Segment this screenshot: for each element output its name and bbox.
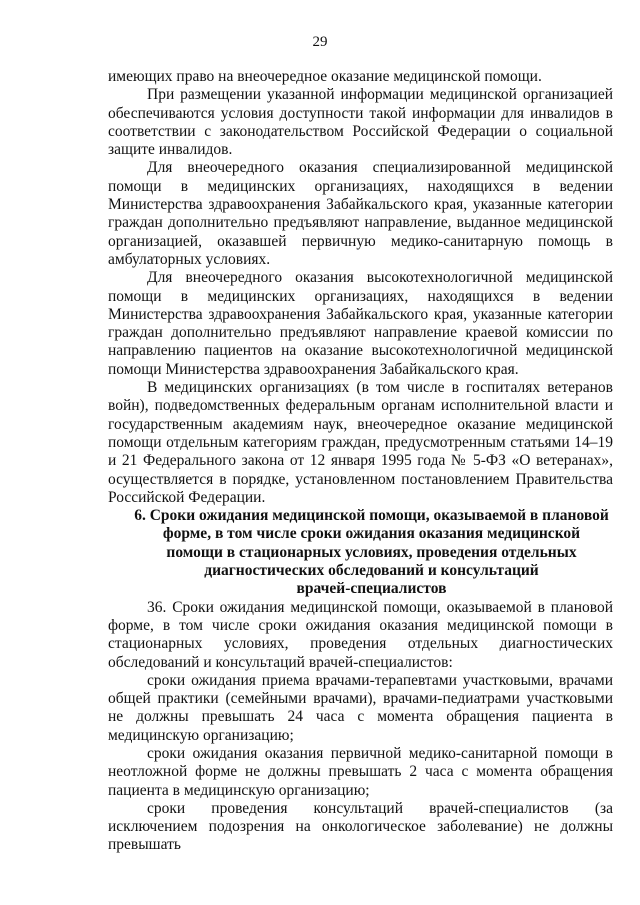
paragraph: сроки ожидания приема врачами-терапевтами участковыми, врачами общей практики (семейными врачами), врачами-педиатрами участковыми не должны превышать 24 часа с момента обращения пациента в медицинскую организацию; [108,671,613,744]
paragraph: сроки ожидания оказания первичной медико-санитарной помощи в неотложной форме не должны превышать 2 часа с момента обращения пациента в медицинскую организацию; [108,744,613,799]
document-body [108,68,613,855]
paragraph: 36. Сроки ожидания медицинской помощи, оказываемой в плановой форме, в том числе сроки ожидания оказания медицинской помощи в стационарных условиях, проведения отдельных диагностических обследований и консультаций врачей-специалистов: [108,598,613,671]
paragraph: сроки проведения консультаций врачей-специалистов (за исключением подозрения на онкологическое заболевание) не должны превышать [108,799,613,854]
section-heading-line: диагностических обследований и консультаций [204,562,539,580]
section-heading-line: форме, в том числе сроки ожидания оказания медицинской [162,525,581,543]
page-number: 29 [312,34,328,50]
section-heading-line: 6. Сроки ожидания медицинской помощи, оказываемой в плановой [134,507,609,525]
paragraph: имеющих право на внеочередное оказание медицинской помощи. [108,68,542,85]
section-heading-line: врачей-специалистов [296,580,447,598]
paragraph: Для внеочередного оказания высокотехнологичной медицинской помощи в медицинских организациях, находящихся в ведении Министерства здравоохранения Забайкальского края, указанные категории граждан дополнительно предъявляют направление краевой комиссии по направлению пациентов на оказание высокотехнологичной медицинской помощи Министерства здравоохранения Забайкальского края. [108,269,613,378]
section-heading [108,507,613,598]
paragraph: В медицинских организациях (в том числе в госпиталях ветеранов войн), подведомственных федеральным органам исполнительной власти и государственным академиям наук, внеочередное оказание медицинской помощи отдельным категориям граждан, предусмотренным статьями 14–19 и 21 Федерального закона от 12 января 1995 года № 5-ФЗ «О ветеранах», осуществляется в порядке, установленном постановлением Правительства Российской Федерации. [108,379,613,506]
paragraph: Для внеочередного оказания специализированной медицинской помощи в медицинских организациях, находящихся в ведении Министерства здравоохранения Забайкальского края, указанные категории граждан дополнительно предъявляют направление, выданное медицинской организацией, оказавшей первичную медико-санитарную помощь в амбулаторных условиях. [108,159,613,268]
paragraph: При размещении указанной информации медицинской организацией обеспечиваются условия доступности такой информации для инвалидов в соответствии с законодательством Российской Федерации о социальной защите инвалидов. [108,86,613,159]
section-heading-line: помощи в стационарных условиях, проведения отдельных [166,543,577,561]
